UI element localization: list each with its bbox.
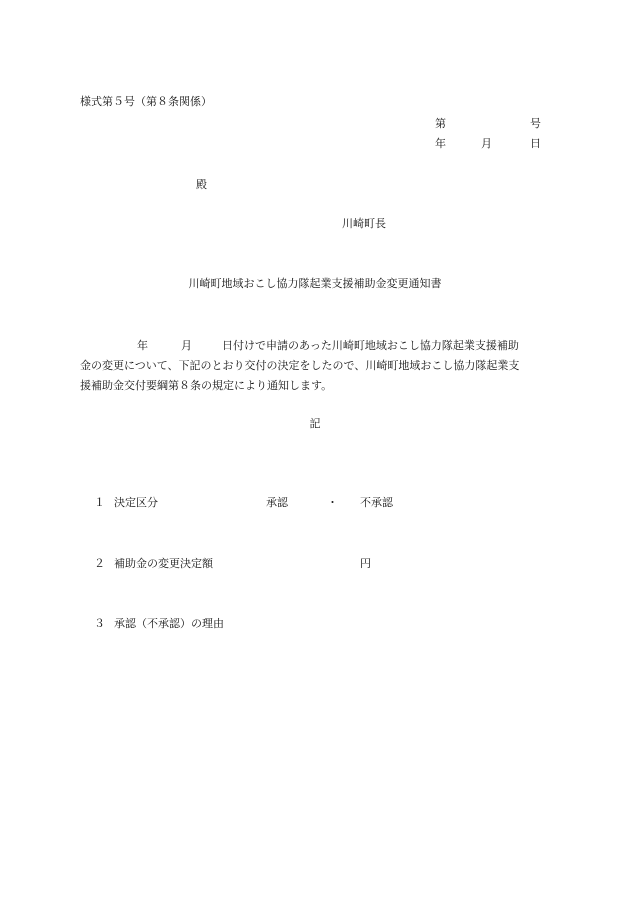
item-2-unit-yen: 円 — [360, 557, 371, 570]
addressee-honorific: 殿 — [196, 178, 207, 191]
doc-number-prefix: 第 — [435, 117, 446, 130]
item-3-number: ３ — [94, 617, 105, 630]
item-1-option-approve: 承認 — [266, 496, 288, 509]
form-number: 様式第５号（第８条関係） — [80, 95, 212, 108]
item-2-label: 補助金の変更決定額 — [114, 557, 213, 570]
body-line-3: 援補助金交付要綱第８条の規定により通知します。 — [80, 379, 333, 392]
issuer-name: 川崎町長 — [342, 217, 386, 230]
body-line-1 — [80, 336, 556, 356]
body-paragraph — [80, 336, 556, 396]
item-1-separator: ・ — [327, 496, 338, 509]
doc-number-suffix: 号 — [530, 117, 541, 130]
document-title: 川崎町地域おこし協力隊起業支援補助金変更通知書 — [188, 277, 442, 290]
item-1-option-reject: 不承認 — [360, 496, 393, 509]
item-3-label: 承認（不承認）の理由 — [114, 617, 224, 630]
item-2-number: ２ — [94, 557, 105, 570]
date-day-label: 日 — [530, 137, 541, 150]
body-line-1-text: 日付けで申請のあった川崎町地域おこし協力隊起業支援補助 — [222, 339, 519, 352]
ki-heading: 記 — [309, 417, 321, 430]
body-line-2: 金の変更について、下記のとおり交付の決定をしたので、川崎町地域おこし協力隊起業支 — [80, 359, 520, 372]
item-1-number: １ — [94, 496, 105, 509]
date-year-label: 年 — [435, 137, 446, 150]
item-1-label: 決定区分 — [114, 496, 158, 509]
body-month-label: 月 — [181, 339, 192, 352]
date-month-label: 月 — [481, 137, 492, 150]
body-year-label: 年 — [137, 339, 148, 352]
